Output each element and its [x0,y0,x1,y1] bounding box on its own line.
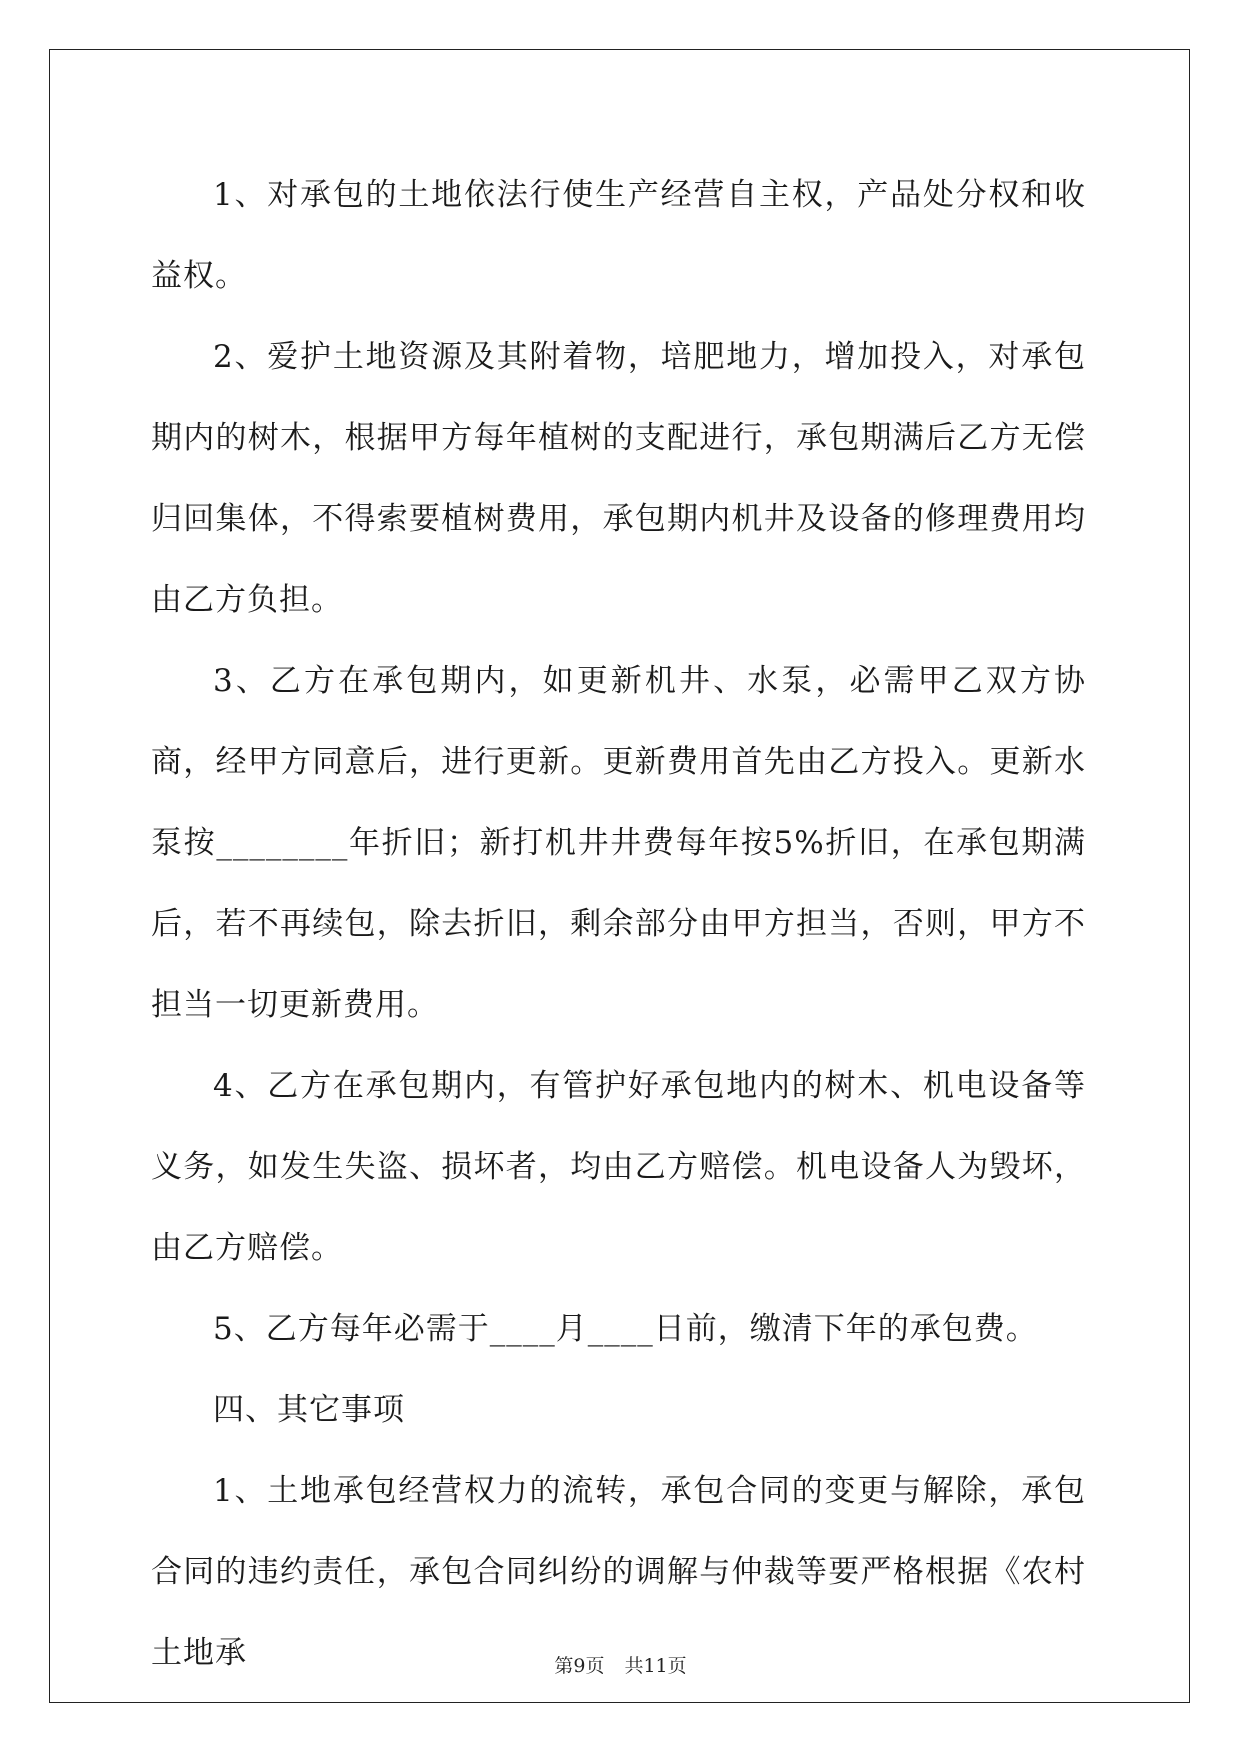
paragraph-maintenance-duty: 4、乙方在承包期内，有管护好承包地内的树木、机电设备等义务，如发生失盗、损坏者，均由乙方赔偿。机电设备人为毁坏，由乙方赔偿。 [151,1068,1086,1266]
document-body [151,155,1086,1694]
page-total: 共11页 [624,1655,687,1677]
section-heading-other-matters: 四、其它事项 [213,1392,405,1428]
paragraph-land-protection: 2、爱护土地资源及其附着物，培肥地力，增加投入，对承包期内的树木，根据甲方每年植树的支配进行，承包期满后乙方无偿归回集体，不得索要植树费用，承包期内机井及设备的修理费用均由乙方负担。 [151,339,1086,618]
paragraph-transfer-rules: 1、土地承包经营权力的流转，承包合同的变更与解除，承包合同的违约责任，承包合同纠纷的调解与仲裁等要严格根据《农村土地承 [151,1473,1086,1671]
paragraph-equipment-renewal: 3、乙方在承包期内，如更新机井、水泵，必需甲乙双方协商，经甲方同意后，进行更新。更新费用首先由乙方投入。更新水泵按________年折旧；新打机井井费每年按5%折旧，在承包期满后，若不再续包，除去折旧，剩余部分由甲方担当，否则，甲方不担当一切更新费用。 [151,663,1086,1023]
paragraph-payment-deadline: 5、乙方每年必需于____月____日前，缴清下年的承包费。 [213,1311,1038,1347]
page-number: 第9页 [554,1655,605,1677]
paragraph-rights: 1、对承包的土地依法行使生产经营自主权，产品处分权和收益权。 [151,177,1086,294]
page-footer [0,1651,1241,1678]
